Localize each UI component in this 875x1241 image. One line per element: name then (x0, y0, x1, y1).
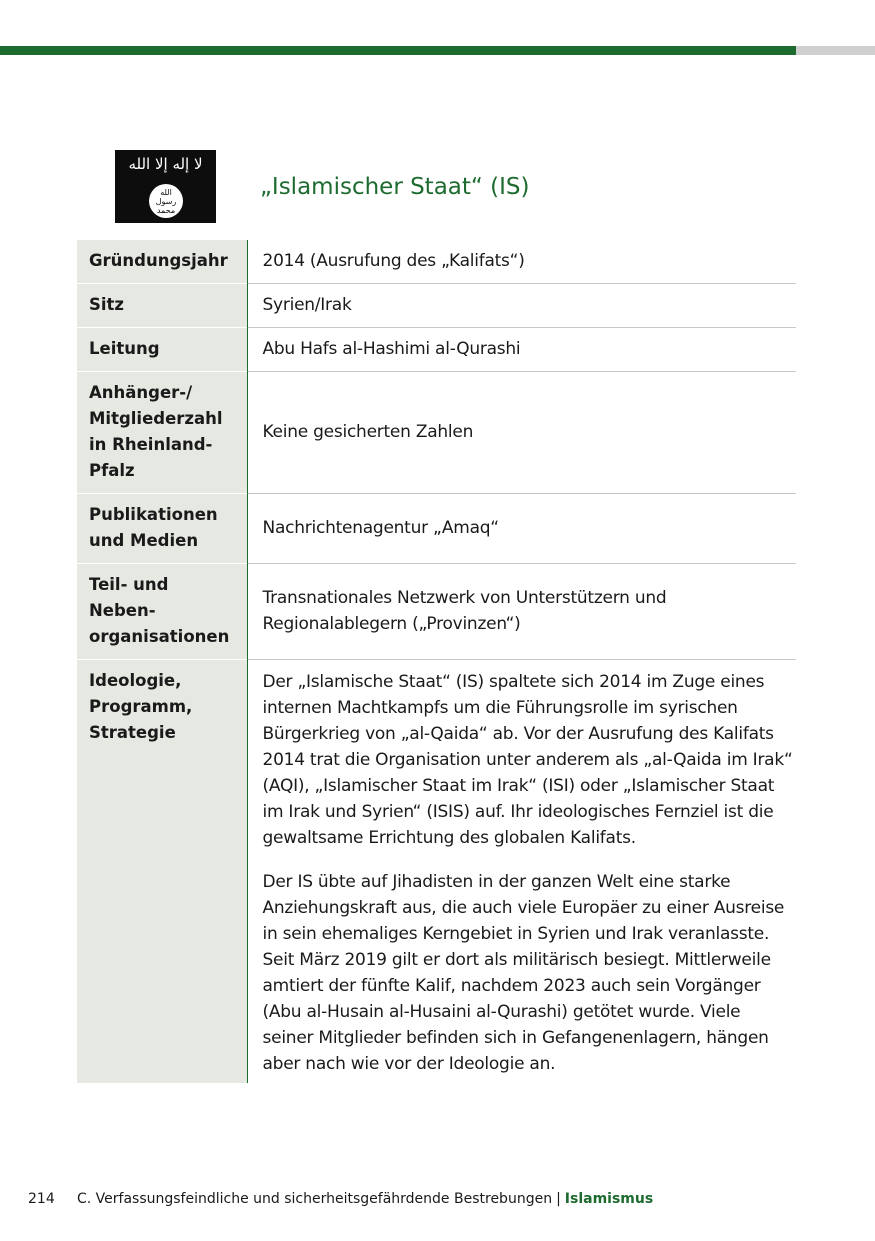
flag-seal-line: محمد (156, 205, 176, 215)
row-label: Ideologie, Programm, Strategie (77, 660, 247, 1084)
row-value (247, 660, 796, 1084)
row-value: Keine gesicherten Zahlen (247, 372, 796, 494)
table-row (77, 328, 796, 372)
row-value: Syrien/Irak (247, 284, 796, 328)
page-number: 214 (28, 1191, 55, 1207)
is-flag-image (115, 150, 216, 223)
page-footer (28, 1189, 653, 1209)
organisation-profile-table (77, 240, 796, 1083)
row-label: Sitz (77, 284, 247, 328)
header-gray-bar (796, 46, 875, 55)
table-row (77, 564, 796, 660)
row-label: Anhänger-/ Mitgliederzahl in Rheinland-Pfalz (77, 372, 247, 494)
table-row (77, 660, 796, 1084)
row-label: Leitung (77, 328, 247, 372)
row-label: Teil- und Neben-organisationen (77, 564, 247, 660)
chapter-title: C. Verfassungsfeindliche und sicherheitsgefährdende Bestrebungen (77, 1191, 553, 1207)
row-label: Publikationen und Medien (77, 494, 247, 564)
row-value: Nachrichtenagentur „Amaq“ (247, 494, 796, 564)
ideology-paragraph: Der IS übte auf Jihadisten in der ganzen Welt eine starke Anziehungskraft aus, die auch viele Europäer zu einer Ausreise in sein ehemaliges Kerngebiet in Syrien und Irak veranlasste. Seit März 2019 gilt er dort als militärisch besiegt. Mittlerweile amtiert der fünfte Kalif, nachdem 2023 auch sein Vorgänger (Abu al-Husain al-Husaini al-Qurashi) getötet wurde. Viele seiner Mitglieder befinden sich in Gefangenenlagern, hängen aber nach wie vor der Ideologie an. (262, 872, 785, 1074)
row-value: Abu Hafs al-Hashimi al-Qurashi (247, 328, 796, 372)
table-row (77, 240, 796, 284)
page-title: „Islamischer Staat“ (IS) (260, 174, 530, 200)
table-row (77, 372, 796, 494)
flag-seal-line: رسول (155, 196, 177, 206)
ideology-paragraph: Der „Islamische Staat“ (IS) spaltete sich 2014 im Zuge eines internen Machtkampfs um die Führungsrolle im syrischen Bürgerkrieg von „al-Qaida“ ab. Vor der Ausrufung des Kalifats 2014 trat die Organisation unter anderem als „al-Qaida im Irak“ (AQI), „Islamischer Staat im Irak“ (ISI) oder „Islamischer Staat im Irak und Syrien“ (ISIS) auf. Ihr ideologisches Fernziel ist die gewaltsame Errichtung des globalen Kalifats. (262, 672, 793, 848)
section-title: Islamismus (564, 1191, 654, 1207)
table-row (77, 284, 796, 328)
flag-script: لا إله إلا الله (128, 155, 203, 173)
row-label: Gründungsjahr (77, 240, 247, 284)
flag-seal (149, 184, 183, 218)
row-value: 2014 (Ausrufung des „Kalifats“) (247, 240, 796, 284)
flag-seal-line: الله (160, 187, 172, 197)
row-value: Transnationales Netzwerk von Unterstützern und Regionalablegern („Provinzen“) (247, 564, 796, 660)
header-accent-bar (0, 46, 796, 55)
footer-separator: | (556, 1191, 561, 1207)
table-row (77, 494, 796, 564)
